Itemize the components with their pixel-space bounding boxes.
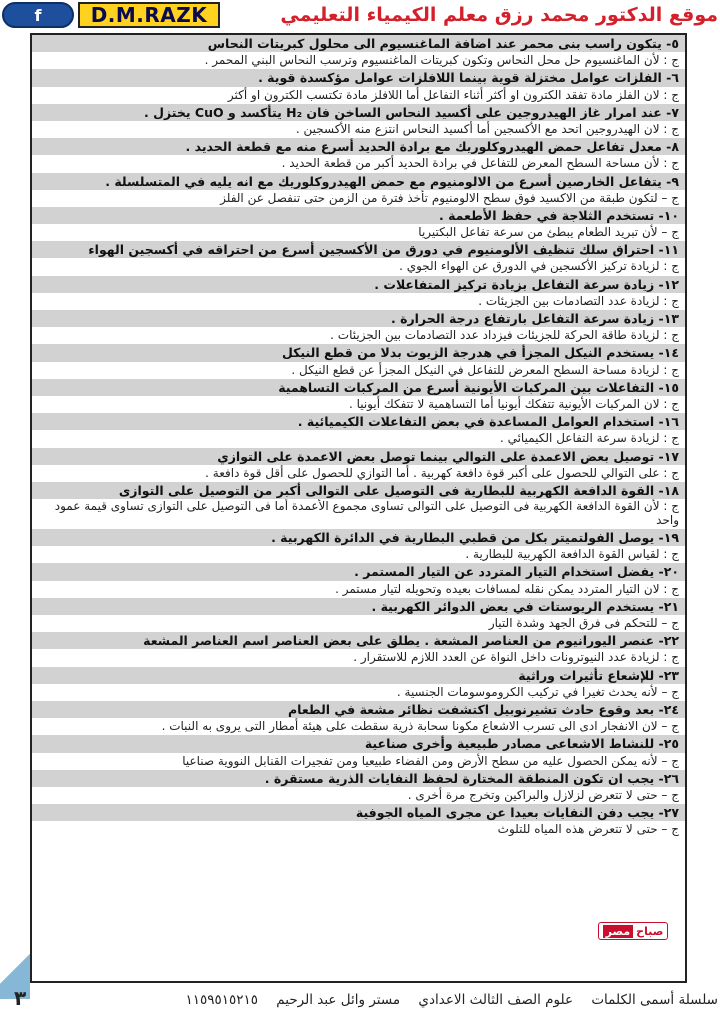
question-line: ١٥- التفاعلات بين المركبات الأيونية أسرع من المركبات التساهمية	[32, 379, 685, 396]
question-line: ٢٥- للنشاط الاشعاعى مصادر طبيعية وأخرى صناعية	[32, 735, 685, 752]
answer-line: ج : لزيادة عدد التصادمات بين الجزيئات .	[32, 293, 685, 310]
site-title: موقع الدكتور محمد رزق معلم الكيمياء التعليمي	[280, 4, 718, 26]
question-line: ٢٦- يجب ان تكون المنطقة المختارة لحفظ النفايات الذرية مستقرة .	[32, 770, 685, 787]
footer	[60, 988, 718, 1012]
answer-line: ج : لأن مساحة السطح المعرض للتفاعل في برادة الحديد أكبر من قطعة الحديد .	[32, 155, 685, 172]
facebook-badge[interactable]	[2, 2, 74, 28]
question-line: ١٦- استخدام العوامل المساعدة في بعض التفاعلات الكيميائية .	[32, 413, 685, 430]
question-line: ٦- الفلزات عوامل مختزلة قوية بينما اللافلزات عوامل مؤكسدة قوية .	[32, 69, 685, 86]
facebook-icon: f	[34, 5, 42, 25]
answer-line: ج : لأن القوة الدافعة الكهربية فى التوصيل على التوالى تساوى مجموع الأعمدة أما فى التوصيل على التوازى تساوى قيمة عمود واحد	[32, 499, 685, 529]
page-number: ٣	[14, 986, 27, 1010]
watermark-badge	[598, 922, 668, 940]
question-line: ١٤- يستخدم النيكل المجزأ في هدرجة الزيوت بدلا من قطع النيكل	[32, 344, 685, 361]
questions-panel	[30, 33, 687, 983]
answer-line: ج – لأنه يحدث تغيرا في تركيب الكروموسومات الجنسية .	[32, 684, 685, 701]
answer-line: ج : لزيادة مساحة السطح المعرض للتفاعل في النيكل المجزأ عن قطع النيكل .	[32, 362, 685, 379]
answer-line: ج : لزيادة طاقة الحركة للجزيئات فيزداد عدد التصادمات بين الجزيئات .	[32, 327, 685, 344]
answer-line: ج : لأن الماغنسيوم حل محل النحاس وتكون كبريتات الماغنسيوم وترسب النحاس البني المحمر .	[32, 52, 685, 69]
question-line: ١٣- زيادة سرعة التفاعل بارتفاع درجة الحرارة .	[32, 310, 685, 327]
question-line: ٥- يتكون راسب بنى محمر عند اضافة الماغنسيوم الى محلول كبريتات النحاس	[32, 35, 685, 52]
question-line: ٢١- يستخدم الريوستات في بعض الدوائر الكهربية .	[32, 598, 685, 615]
header	[0, 0, 720, 30]
question-line: ١٠- تستخدم الثلاجة في حفظ الأطعمة .	[32, 207, 685, 224]
footer-subject: علوم الصف الثالث الاعدادي	[418, 992, 574, 1008]
question-line: ٢٧- يجب دفن النفايات بعيدا عن مجرى المياه الجوفية	[32, 804, 685, 821]
answer-line: ج : لان الفلز مادة تفقد الكترون او أكثر أثناء التفاعل أما اللافلز مادة تكتسب الكترون او أكثر	[32, 87, 685, 104]
question-line: ١٨- القوة الدافعة الكهربية للبطارية فى التوصيل على التوالى أكبر من التوصيل على التوازى	[32, 482, 685, 499]
answer-line: ج : لان الهيدروجين اتحد مع الأكسجين أما أكسيد النحاس انتزع منه الأكسجين .	[32, 121, 685, 138]
answer-line: ج – لأنه يمكن الحصول عليه من سطح الأرض ومن الفضاء طبيعيا ومن تفجيرات القنابل النووية صناعيا	[32, 753, 685, 770]
question-line: ١٧- توصيل بعض الاعمدة على التوالي بينما توصل بعض الاعمدة على التوازي	[32, 448, 685, 465]
footer-phone: ١١٥٩٥١٥٢١٥	[185, 992, 258, 1008]
answer-line: ج : لزيادة سرعة التفاعل الكيميائي .	[32, 430, 685, 447]
answer-line: ج : على التوالي للحصول على أكبر قوة دافعة كهربية . أما التوازي للحصول على أقل قوة دافعة .	[32, 465, 685, 482]
question-line: ٧- عند امرار غاز الهيدروجين على أكسيد النحاس الساخن فان H₂ يتأكسد و CuO يختزل .	[32, 104, 685, 121]
question-line: ١١- احتراق سلك تنظيف الألومنيوم في دورق من الأكسجين أسرع من احتراقه في أكسجين الهواء	[32, 241, 685, 258]
answer-line: ج – حتى لا تتعرض لزلازل والبراكين وتخرج مرة أخرى .	[32, 787, 685, 804]
answer-line: ج – لتكون طبقة من الاكسيد فوق سطح الالومنيوم تأخذ فترة من الزمن حتى تنفصل عن الفلز	[32, 190, 685, 207]
answer-line: ج – للتحكم فى فرق الجهد وشدة التيار	[32, 615, 685, 632]
question-line: ٢٢- عنصر اليورانيوم من العناصر المشعة . يطلق على بعض العناصر اسم العناصر المشعة	[32, 632, 685, 649]
footer-series: سلسلة أسمى الكلمات	[591, 992, 718, 1008]
question-line: ٩- يتفاعل الخارصين أسرع من الالومنيوم مع حمض الهيدروكلوريك مع انه يليه في المتسلسلة .	[32, 173, 685, 190]
answer-line: ج : لقياس القوة الدافعة الكهربية للبطارية .	[32, 546, 685, 563]
answer-line: ج – حتى لا تتعرض هذه المياه للتلوث	[32, 821, 685, 838]
brand-logo: D.M.RAZK	[78, 2, 220, 28]
answer-line: ج : لان المركبات الأيونية تتفكك أيونيا أما التساهمية لا تتفكك أيونيا .	[32, 396, 685, 413]
answer-line: ج – لأن تبريد الطعام يبطئ من سرعة تفاعل البكتيريا	[32, 224, 685, 241]
question-line: ٢٤- بعد وقوع حادث تشيرنوبيل اكتشفت نظائر مشعة في الطعام	[32, 701, 685, 718]
footer-teacher: مستر وائل عبد الرحيم	[276, 992, 401, 1008]
question-line: ١٩- يوصل الفولتميتر بكل من قطبي البطارية في الدائرة الكهربية .	[32, 529, 685, 546]
watermark-part2: مصر	[603, 925, 634, 938]
answer-line: ج – لان الانفجار ادى الى تسرب الاشعاع مكونا سحابة ذرية سقطت على هيئة أمطار التى يروى به النبات .	[32, 718, 685, 735]
question-line: ٢٣- للإشعاع تأثيرات وراثية	[32, 667, 685, 684]
answer-line: ج : لان التيار المتردد يمكن نقله لمسافات بعيده وتحويله لتيار مستمر .	[32, 581, 685, 598]
answer-line: ج : لزيادة عدد النيوترونات داخل النواة عن العدد اللازم للاستقرار .	[32, 649, 685, 666]
watermark-part1: صباح	[636, 924, 664, 938]
question-line: ٨- معدل تفاعل حمض الهيدروكلوريك مع برادة الحديد أسرع منه مع قطعة الحديد .	[32, 138, 685, 155]
answer-line: ج : لزيادة تركيز الأكسجين في الدورق عن الهواء الجوي .	[32, 258, 685, 275]
question-line: ١٢- زيادة سرعة التفاعل بزيادة تركيز المتفاعلات .	[32, 276, 685, 293]
question-line: ٢٠- يفضل استخدام التيار المتردد عن التيار المستمر .	[32, 563, 685, 580]
